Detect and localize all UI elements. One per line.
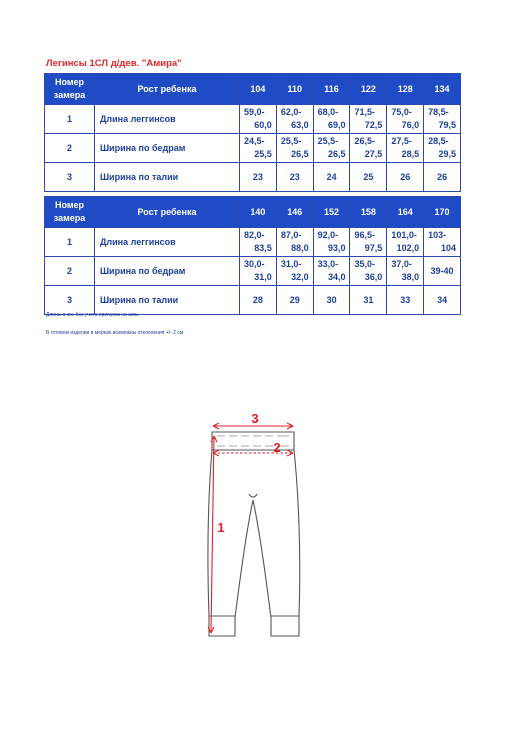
size-value-from: 35,0- [354, 259, 375, 269]
size-value-from: 37,0- [391, 259, 412, 269]
row-measure-name: Длина леггинсов [95, 228, 240, 257]
header-measure-number-line: замера [53, 90, 86, 100]
table-row [45, 134, 461, 163]
size-value-from: 25,5- [317, 136, 339, 146]
table-row [45, 228, 461, 257]
size-value: 33 [400, 294, 411, 305]
size-value-from: 26,5- [354, 136, 375, 146]
size-value-to: 79,5 [438, 120, 456, 130]
size-value-cell [387, 228, 424, 257]
row-measure-name: Ширина по талии [95, 286, 240, 315]
size-value-to: 29,5 [438, 149, 456, 159]
note-tolerance: В готовом изделии в мерках возможны отклонения +/- 2 см [46, 330, 184, 336]
size-value-cell [276, 286, 313, 315]
header-size: 170 [424, 197, 461, 228]
size-value-to: 38,0 [401, 272, 420, 282]
size-value-to: 104 [440, 243, 456, 253]
size-value-cell [313, 134, 350, 163]
size-value-cell [424, 286, 461, 315]
size-value-cell [240, 228, 277, 257]
size-value: 34 [437, 294, 448, 305]
size-value: 39-40 [430, 265, 454, 276]
row-measure-number: 1 [45, 105, 95, 134]
size-value-from: 92,0- [317, 230, 339, 240]
size-value-cell [276, 105, 313, 134]
size-value-to: 32,0 [291, 272, 309, 282]
size-value-to: 102,0 [396, 243, 420, 253]
size-value-from: 71,5- [354, 107, 375, 117]
size-table-1 [44, 73, 461, 192]
row-measure-number: 3 [45, 286, 95, 315]
table-header-row [45, 197, 461, 228]
size-value-to: 27,5 [364, 149, 383, 159]
size-value-cell [350, 105, 387, 134]
size-value-cell [350, 257, 387, 286]
size-value-cell [240, 286, 277, 315]
size-value-cell [387, 105, 424, 134]
row-measure-name: Длина леггинсов [95, 105, 240, 134]
size-value-from: 103- [428, 230, 447, 240]
header-measure-number-line: замера [53, 213, 86, 223]
size-value: 23 [252, 171, 263, 182]
size-value: 26 [437, 171, 448, 182]
header-size: 134 [424, 74, 461, 105]
size-value-cell [387, 134, 424, 163]
table-row [45, 257, 461, 286]
size-value-cell [424, 105, 461, 134]
size-value: 24 [326, 171, 337, 182]
size-value-cell [240, 163, 277, 192]
table-row [45, 286, 461, 315]
header-size: 146 [276, 197, 313, 228]
size-value-to: 34,0 [327, 272, 346, 282]
size-value-from: 87,0- [280, 230, 302, 240]
size-value-from: 96,5- [354, 230, 375, 240]
size-value-from: 62,0- [280, 107, 302, 117]
size-value-from: 78,5- [428, 107, 449, 117]
size-value-to: 31,0 [254, 272, 272, 282]
header-measure-number [45, 74, 95, 105]
header-size: 116 [313, 74, 350, 105]
size-value-cell [240, 257, 277, 286]
size-value-cell [350, 228, 387, 257]
size-value-to: 76,0 [401, 120, 420, 130]
size-value-cell [313, 105, 350, 134]
size-value-cell [350, 163, 387, 192]
size-value: 25 [363, 171, 374, 182]
size-value-to: 28,5 [401, 149, 420, 159]
header-size: 122 [350, 74, 387, 105]
size-value-from: 82,0- [244, 230, 265, 240]
header-measure-number [45, 197, 95, 228]
measure-label-1: 1 [217, 520, 225, 535]
header-size: 164 [387, 197, 424, 228]
size-value-cell [387, 257, 424, 286]
size-value-to: 36,0 [364, 272, 383, 282]
size-value-cell [276, 228, 313, 257]
size-value-cell [424, 134, 461, 163]
size-value-to: 97,5 [364, 243, 383, 253]
size-value-from: 75,0- [391, 107, 412, 117]
header-child-height: Рост ребенка [95, 197, 240, 228]
size-value-from: 101,0- [391, 230, 417, 240]
size-value-cell [313, 286, 350, 315]
row-measure-number: 1 [45, 228, 95, 257]
size-value-cell [240, 105, 277, 134]
size-value: 29 [289, 294, 300, 305]
header-size: 158 [350, 197, 387, 228]
size-value-to: 83,5 [254, 243, 272, 253]
row-measure-name: Ширина по бедрам [95, 134, 240, 163]
header-size: 128 [387, 74, 424, 105]
table-row [45, 105, 461, 134]
measure-2-hips [213, 440, 293, 456]
size-value-from: 24,5- [244, 136, 265, 146]
size-value-cell [276, 163, 313, 192]
size-value: 30 [326, 294, 337, 305]
size-value: 23 [289, 171, 300, 182]
size-value-cell [350, 286, 387, 315]
header-measure-number-line: Номер [54, 77, 85, 87]
size-value-cell [276, 257, 313, 286]
size-value-cell [313, 163, 350, 192]
header-size: 140 [240, 197, 277, 228]
size-value-cell [240, 134, 277, 163]
size-value-cell [387, 163, 424, 192]
size-value-to: 63,0 [291, 120, 309, 130]
size-value-from: 27,5- [391, 136, 412, 146]
header-size: 104 [240, 74, 277, 105]
measure-3-waist [213, 411, 293, 429]
measure-label-3: 3 [251, 411, 259, 426]
header-measure-number-line: Номер [54, 200, 85, 210]
size-value-cell [276, 134, 313, 163]
size-value: 26 [400, 171, 411, 182]
row-measure-number: 2 [45, 257, 95, 286]
size-value: 28 [252, 294, 263, 305]
size-value-to: 93,0 [327, 243, 346, 253]
row-measure-number: 2 [45, 134, 95, 163]
measure-label-2: 2 [273, 440, 281, 455]
table-row [45, 163, 461, 192]
size-value-from: 68,0- [317, 107, 339, 117]
row-measure-number: 3 [45, 163, 95, 192]
size-value-cell [313, 228, 350, 257]
size-value: 31 [363, 294, 374, 305]
size-value-from: 28,5- [428, 136, 449, 146]
size-value-from: 33,0- [317, 259, 339, 269]
size-value-to: 25,5 [254, 149, 272, 159]
size-value-cell [424, 163, 461, 192]
size-value-to: 88,0 [291, 243, 309, 253]
size-value-cell [350, 134, 387, 163]
table-header-row [45, 74, 461, 105]
size-value-to: 69,0 [327, 120, 346, 130]
size-value-cell [387, 286, 424, 315]
size-value-from: 25,5- [280, 136, 302, 146]
header-child-height: Рост ребенка [95, 74, 240, 105]
size-value-to: 60,0 [254, 120, 272, 130]
size-value-cell [424, 257, 461, 286]
header-size: 152 [313, 197, 350, 228]
size-table-2 [44, 196, 461, 315]
size-value-from: 31,0- [280, 259, 302, 269]
size-value-from: 30,0- [244, 259, 265, 269]
note-units: Длины в см, без учета припуска на швы [46, 312, 139, 318]
size-value-to: 72,5 [364, 120, 383, 130]
size-value-cell [424, 228, 461, 257]
leggings-diagram [195, 408, 315, 643]
row-measure-name: Ширина по бедрам [95, 257, 240, 286]
header-size: 110 [276, 74, 313, 105]
size-value-to: 26,5 [327, 149, 346, 159]
size-value-to: 26,5 [291, 149, 309, 159]
size-value-from: 59,0- [244, 107, 265, 117]
document-title: Легинсы 1СЛ д/дев. "Амира" [46, 58, 182, 69]
row-measure-name: Ширина по талии [95, 163, 240, 192]
size-value-cell [313, 257, 350, 286]
